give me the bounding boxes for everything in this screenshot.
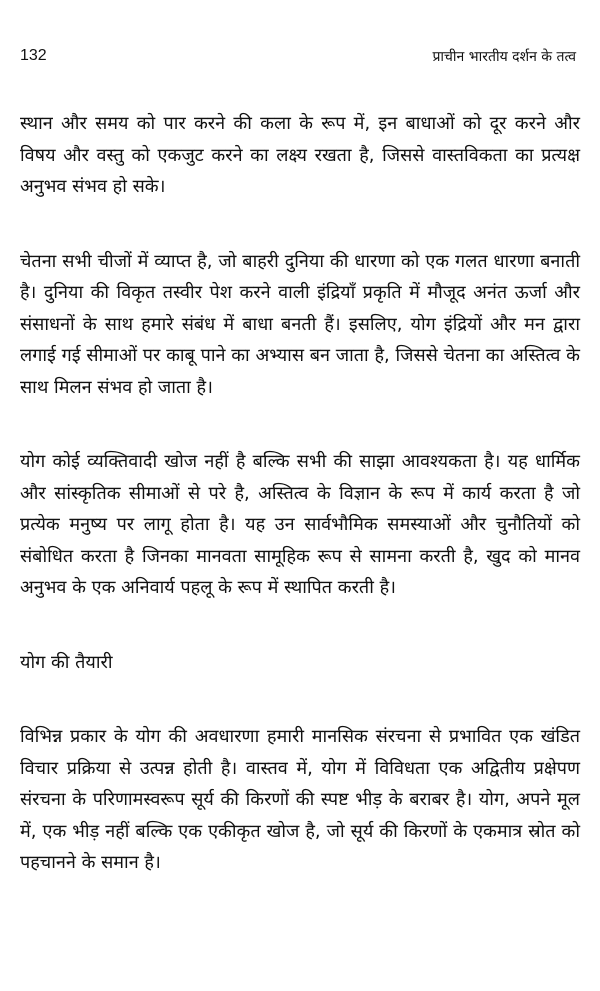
page-header <box>20 44 576 68</box>
paragraph: चेतना सभी चीजों में व्याप्त है, जो बाहरी दुनिया की धारणा को एक गलत धारणा बनाती है। दुनिया की विकृत तस्वीर पेश करने वाली इंद्रियाँ प्रकृति में मौजूद अनंत ऊर्जा और संसाधनों के साथ हमारे संबंध में बाधा बनती हैं। इसलिए, योग इंद्रियों और मन द्वारा लगाई गई सीमाओं पर काबू पाने का अभ्यास बन जाता है, जिससे चेतना का अस्तित्व के साथ मिलन संभव हो जाता है। <box>20 250 580 398</box>
body-text <box>20 108 580 922</box>
section-heading: योग की तैयारी <box>20 651 113 673</box>
paragraph: स्थान और समय को पार करने की कला के रूप में, इन बाधाओं को दूर करने और विषय और वस्तु को एकजुट करने का लक्ष्य रखता है, जिससे वास्तविकता का प्रत्यक्ष अनुभव संभव हो सके। <box>20 113 580 197</box>
page-number: 132 <box>20 47 47 64</box>
running-title: प्राचीन भारतीय दर्शन के तत्व <box>432 48 576 65</box>
paragraph: योग कोई व्यक्तिवादी खोज नहीं है बल्कि सभी की साझा आवश्यकता है। यह धार्मिक और सांस्कृतिक सीमाओं से परे है, अस्तित्व के विज्ञान के रूप में कार्य करता है जो प्रत्येक मनुष्य पर लागू होता है। यह उन सार्वभौमिक समस्याओं और चुनौतियों को संबोधित करता है जिनका मानवता सामूहिक रूप से सामना करती है, खुद को मानव अनुभव के एक अनिवार्य पहलू के रूप में स्थापित करती है। <box>20 451 580 598</box>
paragraph: विभिन्न प्रकार के योग की अवधारणा हमारी मानसिक संरचना से प्रभावित एक खंडित विचार प्रक्रिया से उत्पन्न होती है। वास्तव में, योग में विविधता एक अद्वितीय प्रक्षेपण संरचना के परिणामस्वरूप सूर्य की किरणों की स्पष्ट भीड़ के बराबर है। योग, अपने मूल में, एक भीड़ नहीं बल्कि एक एकीकृत खोज है, जो सूर्य की किरणों के एकमात्र स्रोत को पहचानने के समान है। <box>20 726 580 873</box>
